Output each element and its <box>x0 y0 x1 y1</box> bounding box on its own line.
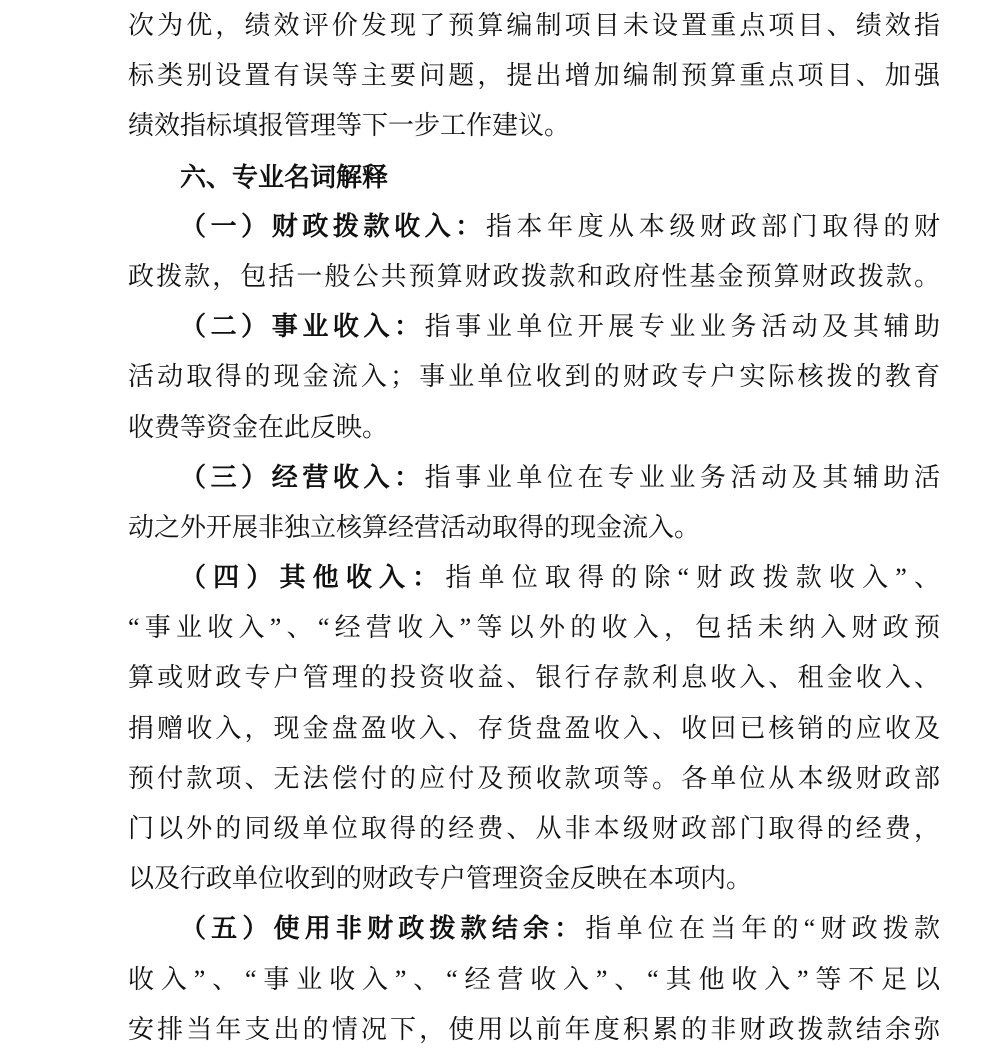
term-label: （四）其他收入： <box>180 563 446 593</box>
text-line-content: 次为优，绩效评价发现了预算编制项目未设置重点项目、绩效指 <box>128 11 940 40</box>
text-line-content: 动之外开展非独立核算经营活动取得的现金流入。 <box>128 512 701 542</box>
text-line <box>128 754 940 804</box>
text-line <box>128 704 940 754</box>
text-line <box>128 603 940 653</box>
term-label: （五）使用非财政拨款结余： <box>180 914 586 944</box>
text-line <box>128 252 940 302</box>
text-line <box>128 101 940 151</box>
text-line <box>128 653 940 703</box>
section-heading-text: 六、专业名词解释 <box>180 161 389 192</box>
text-line <box>128 302 940 352</box>
text-line-content: 收入”、“事业收入”、“经营收入”、“其他收入”等不足以 <box>128 964 940 994</box>
text-line-content: 预付款项、无法偿付的应付及预收款项等。各单位从本级财政部 <box>128 763 940 793</box>
section-heading <box>128 152 940 202</box>
text-line <box>128 51 940 101</box>
text-line <box>128 1005 940 1055</box>
text-line-content: 捐赠收入，现金盘盈收入、存货盘盈收入、收回已核销的应收及 <box>128 713 940 743</box>
text-line <box>128 955 940 1005</box>
text-line <box>128 453 940 503</box>
text-line <box>128 503 940 553</box>
text-line-content: 收费等资金在此反映。 <box>128 412 389 442</box>
term-label: （二）事业收入： <box>180 312 425 342</box>
text-line <box>128 202 940 252</box>
text-line-content: 指本年度从本级财政部门取得的财 <box>485 211 940 241</box>
text-line-content: 指事业单位开展专业业务活动及其辅助 <box>424 312 940 342</box>
text-line-content: 指单位在当年的“财政拨款 <box>585 914 940 944</box>
text-line-content: 指单位取得的除“财政拨款收入”、 <box>445 563 940 593</box>
text-line-content: 安排当年支出的情况下，使用以前年度积累的非财政拨款结余弥 <box>128 1014 940 1044</box>
text-line <box>128 1 940 51</box>
text-line-content: 以及行政单位收到的财政专户管理资金反映在本项内。 <box>128 864 753 894</box>
text-line <box>128 403 940 453</box>
document-text-block <box>128 1 940 1055</box>
term-label: （一）财政拨款收入： <box>180 211 486 241</box>
text-line-content: 算或财政专户管理的投资收益、银行存款利息收入、租金收入、 <box>128 663 940 693</box>
term-label: （三）经营收入： <box>180 462 425 492</box>
text-line <box>128 854 940 904</box>
text-line-content: “事业收入”、“经营收入”等以外的收入，包括未纳入财政预 <box>128 613 940 643</box>
text-line-content: 标类别设置有误等主要问题，提出增加编制预算重点项目、加强 <box>128 61 940 91</box>
text-line <box>128 904 940 954</box>
text-line-content: 政拨款，包括一般公共预算财政拨款和政府性基金预算财政拨款。 <box>128 261 940 291</box>
text-line-content: 活动取得的现金流入；事业单位收到的财政专户实际核拨的教育 <box>128 362 940 392</box>
text-line-content: 指事业单位在专业业务活动及其辅助活 <box>424 462 940 492</box>
text-line <box>128 804 940 854</box>
text-line-content: 门以外的同级单位取得的经费、从非本级财政部门取得的经费， <box>128 814 940 843</box>
text-line <box>128 553 940 603</box>
text-line-content: 绩效指标填报管理等下一步工作建议。 <box>128 111 571 141</box>
text-line <box>128 352 940 402</box>
